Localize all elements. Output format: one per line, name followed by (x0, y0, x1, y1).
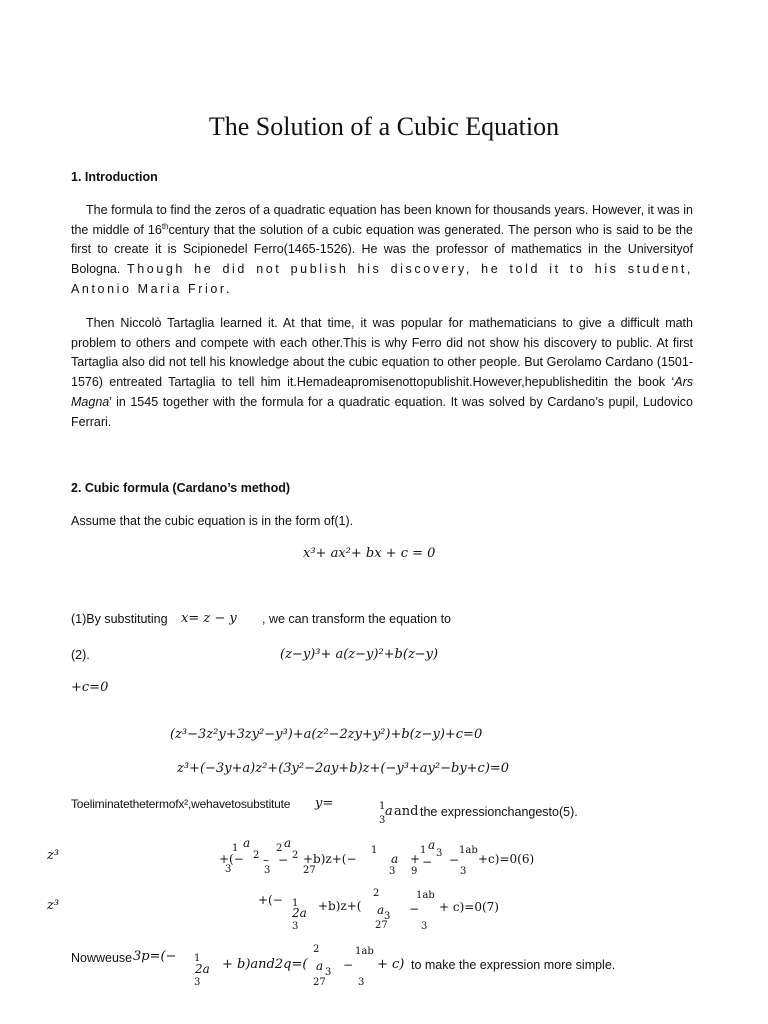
eq6-frag-plus: + (410, 852, 421, 866)
equation-7-lhs: z³ (47, 898, 60, 913)
eq6-frag-minus4: − (449, 853, 460, 867)
eq6-frag-mid: +b)z+(− (303, 852, 357, 866)
eliminate-y-equals: y= (315, 796, 334, 811)
eq7-frag-tail: + c)=0(7) (439, 900, 499, 914)
eliminate-suffix: the expressionchangesto(5). (420, 805, 578, 819)
intro-p2-text-a: Then Niccolò Tartaglia learned it. At that time, it was popular for mathematicians to give a difficult math problem to others and compete with each other.This is why Ferro did not show his discovery to public. At first Tartaglia also did not tell his knowledge about the cubic equation to other people. But Gerolamo Cardano (1501-1576) entreated Tartaglia to tell him it.Hemadeapromisenottopublishit.However,hepublishedit​in the book ‘ (71, 316, 693, 390)
eliminate-and: and (394, 804, 419, 819)
eq7-frag-three: 3 (292, 921, 299, 932)
now-mid: + b)and2q=( (222, 957, 308, 972)
eq6-frag-plus-paren: +(− (219, 852, 244, 866)
eliminate-a: a (385, 804, 393, 819)
intro-p1-superscript: th (161, 221, 169, 231)
eq6-frag-three2: 3 (264, 865, 271, 876)
now-three3: 3 (358, 977, 365, 988)
eq6-frag-three3: 3 (389, 866, 396, 877)
page-title: The Solution of a Cubic Equation (208, 112, 560, 141)
now-1ab: 1ab (355, 946, 374, 957)
book-title-ars-magna: Ars Magna (71, 375, 693, 409)
eq6-frag-three1: 3 (225, 864, 232, 875)
eq6-frag-two2: 2 (276, 843, 283, 854)
eq7-frag-1ab: 1ab (416, 890, 435, 901)
intro-p1-text-b: century that the solution of a cubic equation was generated. The person who is said to be the first to create it is Scipionedel Ferro(1465-1526). He was the professor of mathematics in the Universityof Bologna. (71, 222, 693, 277)
eq6-frag-tail: +c)=0(6) (478, 852, 535, 866)
now-frac-one: 1 (194, 953, 201, 964)
eq7-frag-three2: 3 (384, 911, 391, 922)
eq7-frag-minus: − (409, 902, 420, 916)
now-plus-c: + c) (377, 957, 405, 972)
equation-4: z³+(−3y+a)z²+(3y²−2ay+b)z+(−y³+ay²−by+c)=0 (177, 761, 510, 776)
eq7-frag-mid: +b)z+( (318, 899, 362, 913)
intro-paragraph-1 (71, 201, 693, 300)
eq6-frag-nine: 9 (411, 866, 418, 877)
eq7-frag-two-a: 2a (292, 906, 307, 920)
section-heading-introduction: 1. Introduction (71, 170, 158, 184)
now-27: 27 (313, 977, 326, 988)
intro-paragraph-2 (71, 314, 693, 432)
now-three2: 3 (325, 967, 332, 978)
now-two-a: 2a (195, 962, 210, 976)
equation-6-lhs: z³ (47, 848, 60, 863)
intro-p2-text-b: ’ in 1545 together with the formula for a quadratic equation. It was solved by Cardano’s pupil, Ludovico Ferrari. (71, 394, 693, 429)
equation-2: (z−y)³+ a(z−y)²+b(z−y) (280, 647, 439, 662)
eq6-frag-a2: a (284, 836, 292, 850)
eq7-frag-open: +(− (258, 893, 283, 907)
eq6-frag-sq: 2 (292, 850, 299, 861)
eq6-frag-minus-three: – (263, 853, 269, 867)
eq6-frag-1ab: 1ab (459, 845, 478, 856)
eq7-frag-one: 1 (292, 898, 299, 909)
eq6-frag-a1: a (243, 836, 251, 850)
eq6-frag-minus2: − (278, 853, 289, 867)
now-3p-open: 3p=(− (133, 949, 177, 964)
substitute-math: x= z − y (181, 611, 237, 626)
eq6-frag-minus3: − (422, 855, 433, 869)
substitute-prefix: (1)By substituting (71, 612, 168, 626)
section-heading-cardano: 2. Cubic formula (Cardano’s method) (71, 481, 291, 495)
eq7-frag-three3: 3 (421, 921, 428, 932)
eq6-frag-1: 1 (232, 843, 239, 854)
now-minus: − (343, 958, 354, 972)
equation-3: (z³−3z²y+3zy²−y³)+a(z²−2zy+y²)+b(z−y)+c=0 (170, 727, 483, 742)
now-three: 3 (194, 977, 201, 988)
eliminate-frac-den: 3 (379, 815, 386, 826)
eq7-frag-two: 2 (373, 888, 380, 899)
eq6-frag-three4: 3 (460, 866, 467, 877)
eliminate-text: Toeliminatethetermofx²,wehavetosubstitute (71, 797, 291, 811)
eq6-frag-one3: 1 (420, 845, 427, 856)
now-two: 2 (313, 944, 320, 955)
eq6-frag-cube: 3 (436, 848, 443, 859)
eq6-frag-27: 27 (303, 865, 316, 876)
now-suffix: to make the expression more simple. (411, 958, 616, 972)
equation-2-label: (2). (71, 648, 90, 662)
now-a: a (316, 959, 324, 973)
equation-2-continuation: +c=0 (71, 680, 109, 695)
eq6-frag-two: 2 (253, 850, 260, 861)
eq6-frag-a4: a (428, 838, 436, 852)
substitute-suffix: , we can transform the equation to (262, 612, 451, 626)
eq7-frag-27: 27 (375, 920, 388, 931)
assume-text: Assume that the cubic equation is in the form of(1). (71, 514, 354, 528)
eliminate-frac-num: 1 (379, 801, 386, 812)
intro-p1-text-a: The formula to find the zeros of a quadratic equation has been known for thousands years. However, it was in the middle of 16 (71, 203, 693, 237)
now-prefix: Nowweuse (71, 951, 133, 965)
eq6-frag-one2: 1 (371, 845, 378, 856)
equation-1: x³+ ax²+ bx + c = 0 (303, 546, 436, 561)
intro-p1-spaced-text: Though he did not publish his discovery, he told it to his student, Antonio Maria Frior. (71, 262, 693, 296)
eq6-frag-a3: a (391, 852, 399, 866)
eq7-frag-a: a (377, 903, 385, 917)
